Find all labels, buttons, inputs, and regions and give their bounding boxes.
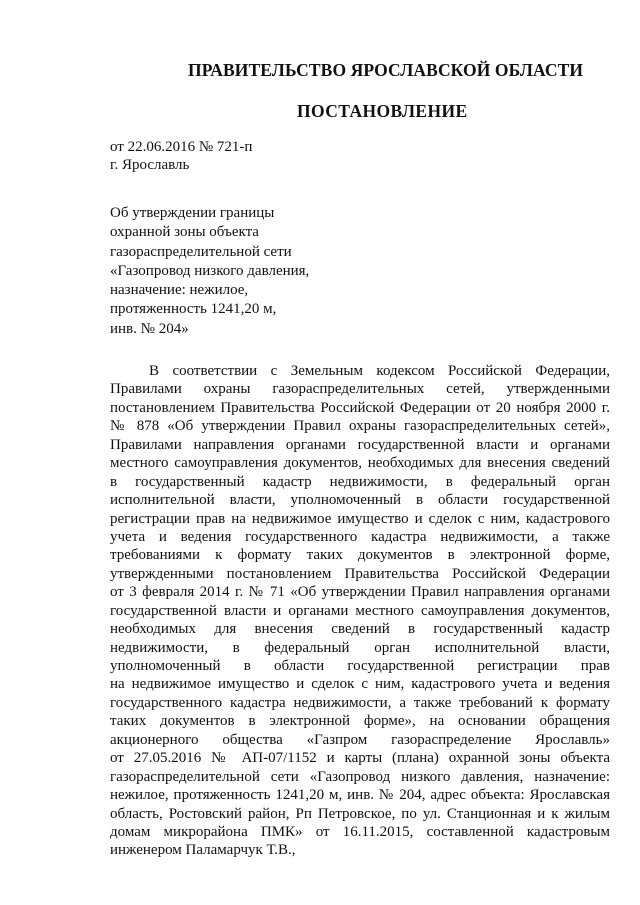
subject-line: назначение: нежилое, [110, 282, 249, 299]
date-number: от 22.06.2016 № 721-п [110, 139, 253, 155]
document-meta [110, 138, 252, 174]
body-line: от 3 февраля 2014 г. № 71 «Об утверждении Правил направления органами [110, 584, 610, 601]
subject-line: Об утверждении границы [110, 205, 275, 221]
subject-line: охранной зоны объекта [110, 224, 259, 241]
subject-line: инв. № 204» [110, 320, 189, 337]
body-line: № 878 «Об утверждении Правил охраны газораспределительных сетей», [110, 418, 610, 435]
body-line: государственной власти и органами местного самоуправления документов, [110, 602, 610, 619]
body-line: утвержденными постановлением Правительства Российской Федерации [110, 565, 610, 582]
body-line: государственного кадастра недвижимости, а также требований к формату [110, 694, 610, 711]
body-line: нежилое, протяженность 1241,20 м, инв. № 204, адрес объекта: Ярославская [110, 787, 610, 804]
body-line: таких документов в электронной форме», на основании обращения [110, 713, 610, 730]
body-line: домам микрорайона ПМК» от 16.11.2015, составленной кадастровым [110, 823, 610, 840]
body-line: требованиями к формату таких документов в электронной форме, [110, 547, 610, 564]
body-line: акционерного общества «Газпром газораспределение Ярославль» [110, 731, 610, 748]
body-line: В соответствии с Земельным кодексом Российской Федерации, [149, 363, 610, 379]
document-subject [110, 204, 309, 339]
body-line: в государственный кадастр недвижимости, в федеральный орган [110, 473, 610, 490]
body-line: на недвижимое имущество и сделок с ним, кадастрового учета и ведения [110, 676, 610, 693]
city: г. Ярославль [110, 157, 190, 173]
organization-title: ПРАВИТЕЛЬСТВО ЯРОСЛАВСКОЙ ОБЛАСТИ [188, 60, 584, 80]
body-line: недвижимости, в федеральный орган исполнительной власти, [110, 639, 610, 656]
body-line: уполномоченный в области государственной регистрации прав [110, 658, 610, 674]
body-line: инженером Паламарчук Т.В., [110, 842, 296, 859]
subject-line: протяженность 1241,20 м, [110, 301, 277, 318]
body-line: исполнительной власти, уполномоченный в области государственной [110, 492, 610, 509]
subject-line: газораспределительной сети [110, 243, 292, 260]
body-line: Правилами направления органами государственной власти и органами [110, 436, 610, 453]
body-line: учета и ведения государственного кадастра недвижимости, а также [110, 528, 610, 545]
body-paragraph [110, 362, 610, 860]
body-line: регистрации прав на недвижимое имущество и сделок с ним, кадастрового [110, 510, 610, 527]
body-line: постановлением Правительства Российской Федерации от 20 ноября 2000 г. [110, 399, 610, 416]
body-line: область, Ростовский район, Рп Петровское, по ул. Станционная и к жилым [110, 805, 610, 822]
document-type: ПОСТАНОВЛЕНИЕ [297, 101, 468, 121]
body-line: Правилами охраны газораспределительных сетей, утвержденными [110, 381, 610, 398]
body-line: необходимых для внесения сведений в государственный кадастр [110, 621, 610, 638]
body-line: местного самоуправления документов, необходимых для внесения сведений [110, 455, 610, 472]
body-line: газораспределительной сети «Газопровод низкого давления, назначение: [110, 768, 610, 785]
body-line: от 27.05.2016 № АП-07/1152 и карты (плана) охранной зоны объекта [110, 750, 610, 767]
subject-line: «Газопровод низкого давления, [110, 262, 310, 279]
